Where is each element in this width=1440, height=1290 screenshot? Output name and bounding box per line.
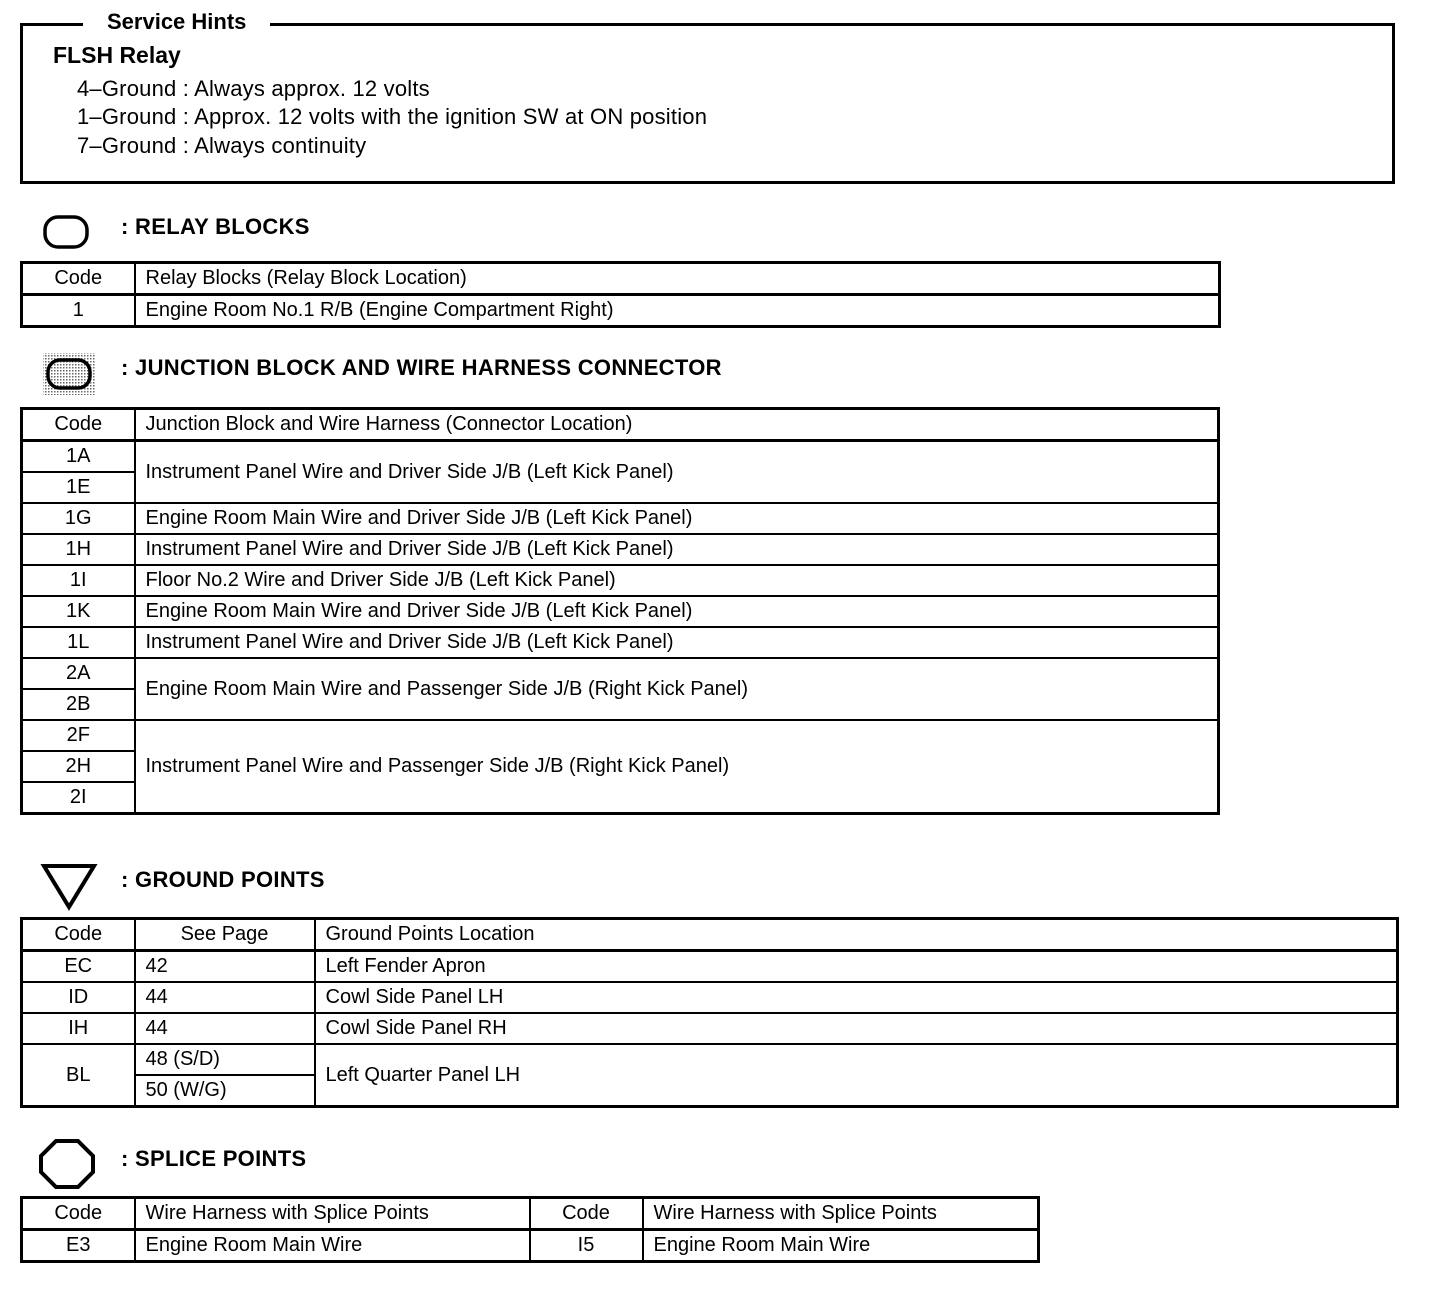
table-row xyxy=(22,534,1219,565)
table-row xyxy=(22,565,1219,596)
code-cell: 1G xyxy=(22,503,135,534)
location-cell: Left Quarter Panel LH xyxy=(315,1044,1398,1107)
page-cell: 50 (W/G) xyxy=(135,1075,315,1107)
column-header: Relay Blocks (Relay Block Location) xyxy=(135,263,1220,295)
code-cell: EC xyxy=(22,951,135,983)
table-row xyxy=(22,951,1398,983)
junction-block-title: : JUNCTION BLOCK AND WIRE HARNESS CONNECTOR xyxy=(121,355,722,380)
column-header: Ground Points Location xyxy=(315,919,1398,951)
column-header: Code xyxy=(22,919,135,951)
relay-blocks-table xyxy=(20,261,1221,328)
page-cell: 42 xyxy=(135,951,315,983)
table-header-row xyxy=(22,919,1398,951)
code-cell: 1A xyxy=(22,441,135,473)
harness-cell: Engine Room Main Wire xyxy=(135,1230,530,1262)
ground-points-table xyxy=(20,917,1399,1108)
triangle-down-icon xyxy=(40,862,98,912)
page-cell: 44 xyxy=(135,1013,315,1044)
code-cell: I5 xyxy=(530,1230,643,1262)
flsh-relay-heading: FLSH Relay xyxy=(53,42,181,68)
page-cell: 44 xyxy=(135,982,315,1013)
code-cell: 1K xyxy=(22,596,135,627)
hint-line: 4–Ground : Always approx. 12 volts xyxy=(77,76,430,101)
column-header: Code xyxy=(22,263,135,295)
service-hints-title: Service Hints xyxy=(83,7,270,37)
table-row xyxy=(22,1013,1398,1044)
hint-line: 7–Ground : Always continuity xyxy=(77,133,367,158)
table-row xyxy=(22,982,1398,1013)
code-cell: 2F xyxy=(22,720,135,751)
splice-points-title: : SPLICE POINTS xyxy=(121,1146,307,1171)
octagon-icon xyxy=(38,1138,96,1190)
table-row xyxy=(22,596,1219,627)
location-cell: Engine Room Main Wire and Passenger Side J/B (Right Kick Panel) xyxy=(135,658,1219,720)
column-header: Junction Block and Wire Harness (Connector Location) xyxy=(135,409,1219,441)
code-cell: 1E xyxy=(22,472,135,503)
code-cell: 1I xyxy=(22,565,135,596)
location-cell: Cowl Side Panel RH xyxy=(315,1013,1398,1044)
table-row xyxy=(22,295,1220,327)
location-cell: Engine Room Main Wire and Driver Side J/B (Left Kick Panel) xyxy=(135,596,1219,627)
relay-blocks-title: : RELAY BLOCKS xyxy=(121,214,310,239)
column-header: Wire Harness with Splice Points xyxy=(135,1198,530,1230)
location-cell: Instrument Panel Wire and Passenger Side J/B (Right Kick Panel) xyxy=(135,720,1219,814)
column-header: See Page xyxy=(135,919,315,951)
location-cell: Instrument Panel Wire and Driver Side J/B (Left Kick Panel) xyxy=(135,534,1219,565)
rounded-rect-icon xyxy=(42,214,90,250)
column-header: Code xyxy=(22,409,135,441)
table-row xyxy=(22,1044,1398,1075)
page-cell: 48 (S/D) xyxy=(135,1044,315,1075)
code-cell: ID xyxy=(22,982,135,1013)
table-row xyxy=(22,720,1219,751)
table-header-row xyxy=(22,263,1220,295)
table-header-row xyxy=(22,1198,1039,1230)
location-cell: Left Fender Apron xyxy=(315,951,1398,983)
code-cell: IH xyxy=(22,1013,135,1044)
location-cell: Instrument Panel Wire and Driver Side J/B (Left Kick Panel) xyxy=(135,441,1219,504)
shaded-rounded-rect-icon xyxy=(42,352,98,396)
code-cell: 2A xyxy=(22,658,135,689)
location-cell: Engine Room Main Wire and Driver Side J/B (Left Kick Panel) xyxy=(135,503,1219,534)
column-header: Wire Harness with Splice Points xyxy=(643,1198,1039,1230)
column-header: Code xyxy=(22,1198,135,1230)
code-cell: 1 xyxy=(22,295,135,327)
column-header: Code xyxy=(530,1198,643,1230)
table-row xyxy=(22,503,1219,534)
location-cell: Engine Room No.1 R/B (Engine Compartment Right) xyxy=(135,295,1220,327)
code-cell: BL xyxy=(22,1044,135,1107)
code-cell: 2B xyxy=(22,689,135,720)
location-cell: Instrument Panel Wire and Driver Side J/B (Left Kick Panel) xyxy=(135,627,1219,658)
code-cell: 1H xyxy=(22,534,135,565)
harness-cell: Engine Room Main Wire xyxy=(643,1230,1039,1262)
location-cell: Cowl Side Panel LH xyxy=(315,982,1398,1013)
junction-block-table xyxy=(20,407,1220,815)
code-cell: 2H xyxy=(22,751,135,782)
table-header-row xyxy=(22,409,1219,441)
location-cell: Floor No.2 Wire and Driver Side J/B (Left Kick Panel) xyxy=(135,565,1219,596)
hint-line: 1–Ground : Approx. 12 volts with the ignition SW at ON position xyxy=(77,104,708,129)
table-row xyxy=(22,1230,1039,1262)
table-row xyxy=(22,441,1219,473)
ground-points-title: : GROUND POINTS xyxy=(121,867,325,892)
table-row xyxy=(22,658,1219,689)
code-cell: 1L xyxy=(22,627,135,658)
code-cell: E3 xyxy=(22,1230,135,1262)
table-row xyxy=(22,627,1219,658)
splice-points-table xyxy=(20,1196,1040,1263)
code-cell: 2I xyxy=(22,782,135,814)
